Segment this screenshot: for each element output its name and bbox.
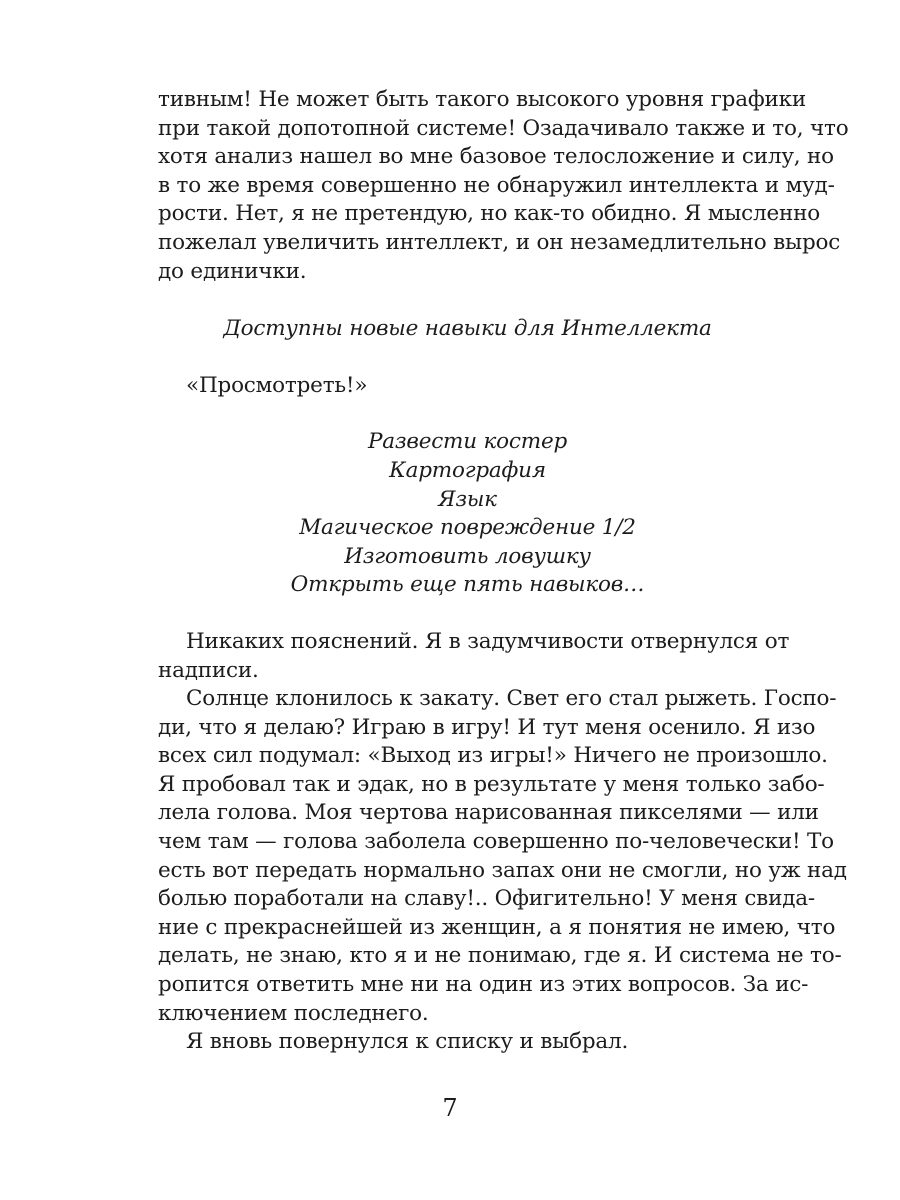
text-line: есть вот передать нормально запах они не смогли, но уж над xyxy=(158,857,847,883)
text-line: хотя анализ нашел во мне базовое телосложение и силу, но xyxy=(158,144,834,170)
text-line: Я вновь повернулся к списку и выбрал. xyxy=(186,1029,629,1055)
text-line: при такой допотопной системе! Озадачивало также и то, что xyxy=(158,115,849,141)
text-line: болью поработали на славу!.. Офигительно! У меня свида- xyxy=(158,886,815,912)
skill-item: Развести костер xyxy=(367,429,568,455)
skill-item: Магическое повреждение 1/2 xyxy=(299,515,636,541)
skill-item: Язык xyxy=(438,486,497,512)
text-line: Я пробовал так и эдак, но в результате у меня только забо- xyxy=(158,771,825,797)
text-line: чем там — голова заболела совершенно по-человечески! То xyxy=(158,829,834,855)
skill-item: Картография xyxy=(389,457,546,483)
text-line: ние с прекраснейшей из женщин, а я понятия не имею, что xyxy=(158,914,836,940)
text-line: лела голова. Моя чертова нарисованная пикселями — или xyxy=(158,800,819,826)
page-number: 7 xyxy=(442,1094,458,1122)
text-line: Солнце клонилось к закату. Свет его стал рыжеть. Госпо- xyxy=(186,686,837,712)
page-body xyxy=(158,86,849,1057)
skill-item: Открыть еще пять навыков… xyxy=(290,572,645,598)
system-notification: Доступны новые навыки для Интеллекта xyxy=(223,316,712,342)
text-line: надписи. xyxy=(158,657,259,683)
view-prompt: «Просмотреть!» xyxy=(186,372,368,398)
text-line: рости. Нет, я не претендую, но как-то обидно. Я мысленно xyxy=(158,201,820,227)
skill-item: Изготовить ловушку xyxy=(344,543,591,569)
text-line: ключением последнего. xyxy=(158,1000,429,1026)
text-line: делать, не знаю, кто я и не понимаю, где я. И система не то- xyxy=(158,943,842,969)
skills-list xyxy=(158,428,777,600)
opening-paragraph xyxy=(158,86,849,286)
text-line: пожелал увеличить интеллект, и он незамедлительно вырос xyxy=(158,229,841,255)
text-line: всех сил подумал: «Выход из игры!» Ничего не произошло. xyxy=(158,743,828,769)
paragraph-2 xyxy=(158,628,790,685)
text-line: ропится ответить мне ни на один из этих вопросов. За ис- xyxy=(158,972,809,998)
text-line: в то же время совершенно не обнаружил интеллекта и муд- xyxy=(158,172,835,198)
paragraph-3 xyxy=(158,685,847,1028)
paragraph-4 xyxy=(158,1028,777,1057)
text-line: до единички. xyxy=(158,258,307,284)
text-line: ди, что я делаю? Играю в игру! И тут меня осенило. Я изо xyxy=(158,714,816,740)
text-line: Никаких пояснений. Я в задумчивости отвернулся от xyxy=(186,628,790,654)
text-line: тивным! Не может быть такого высокого уровня графики xyxy=(158,87,806,112)
